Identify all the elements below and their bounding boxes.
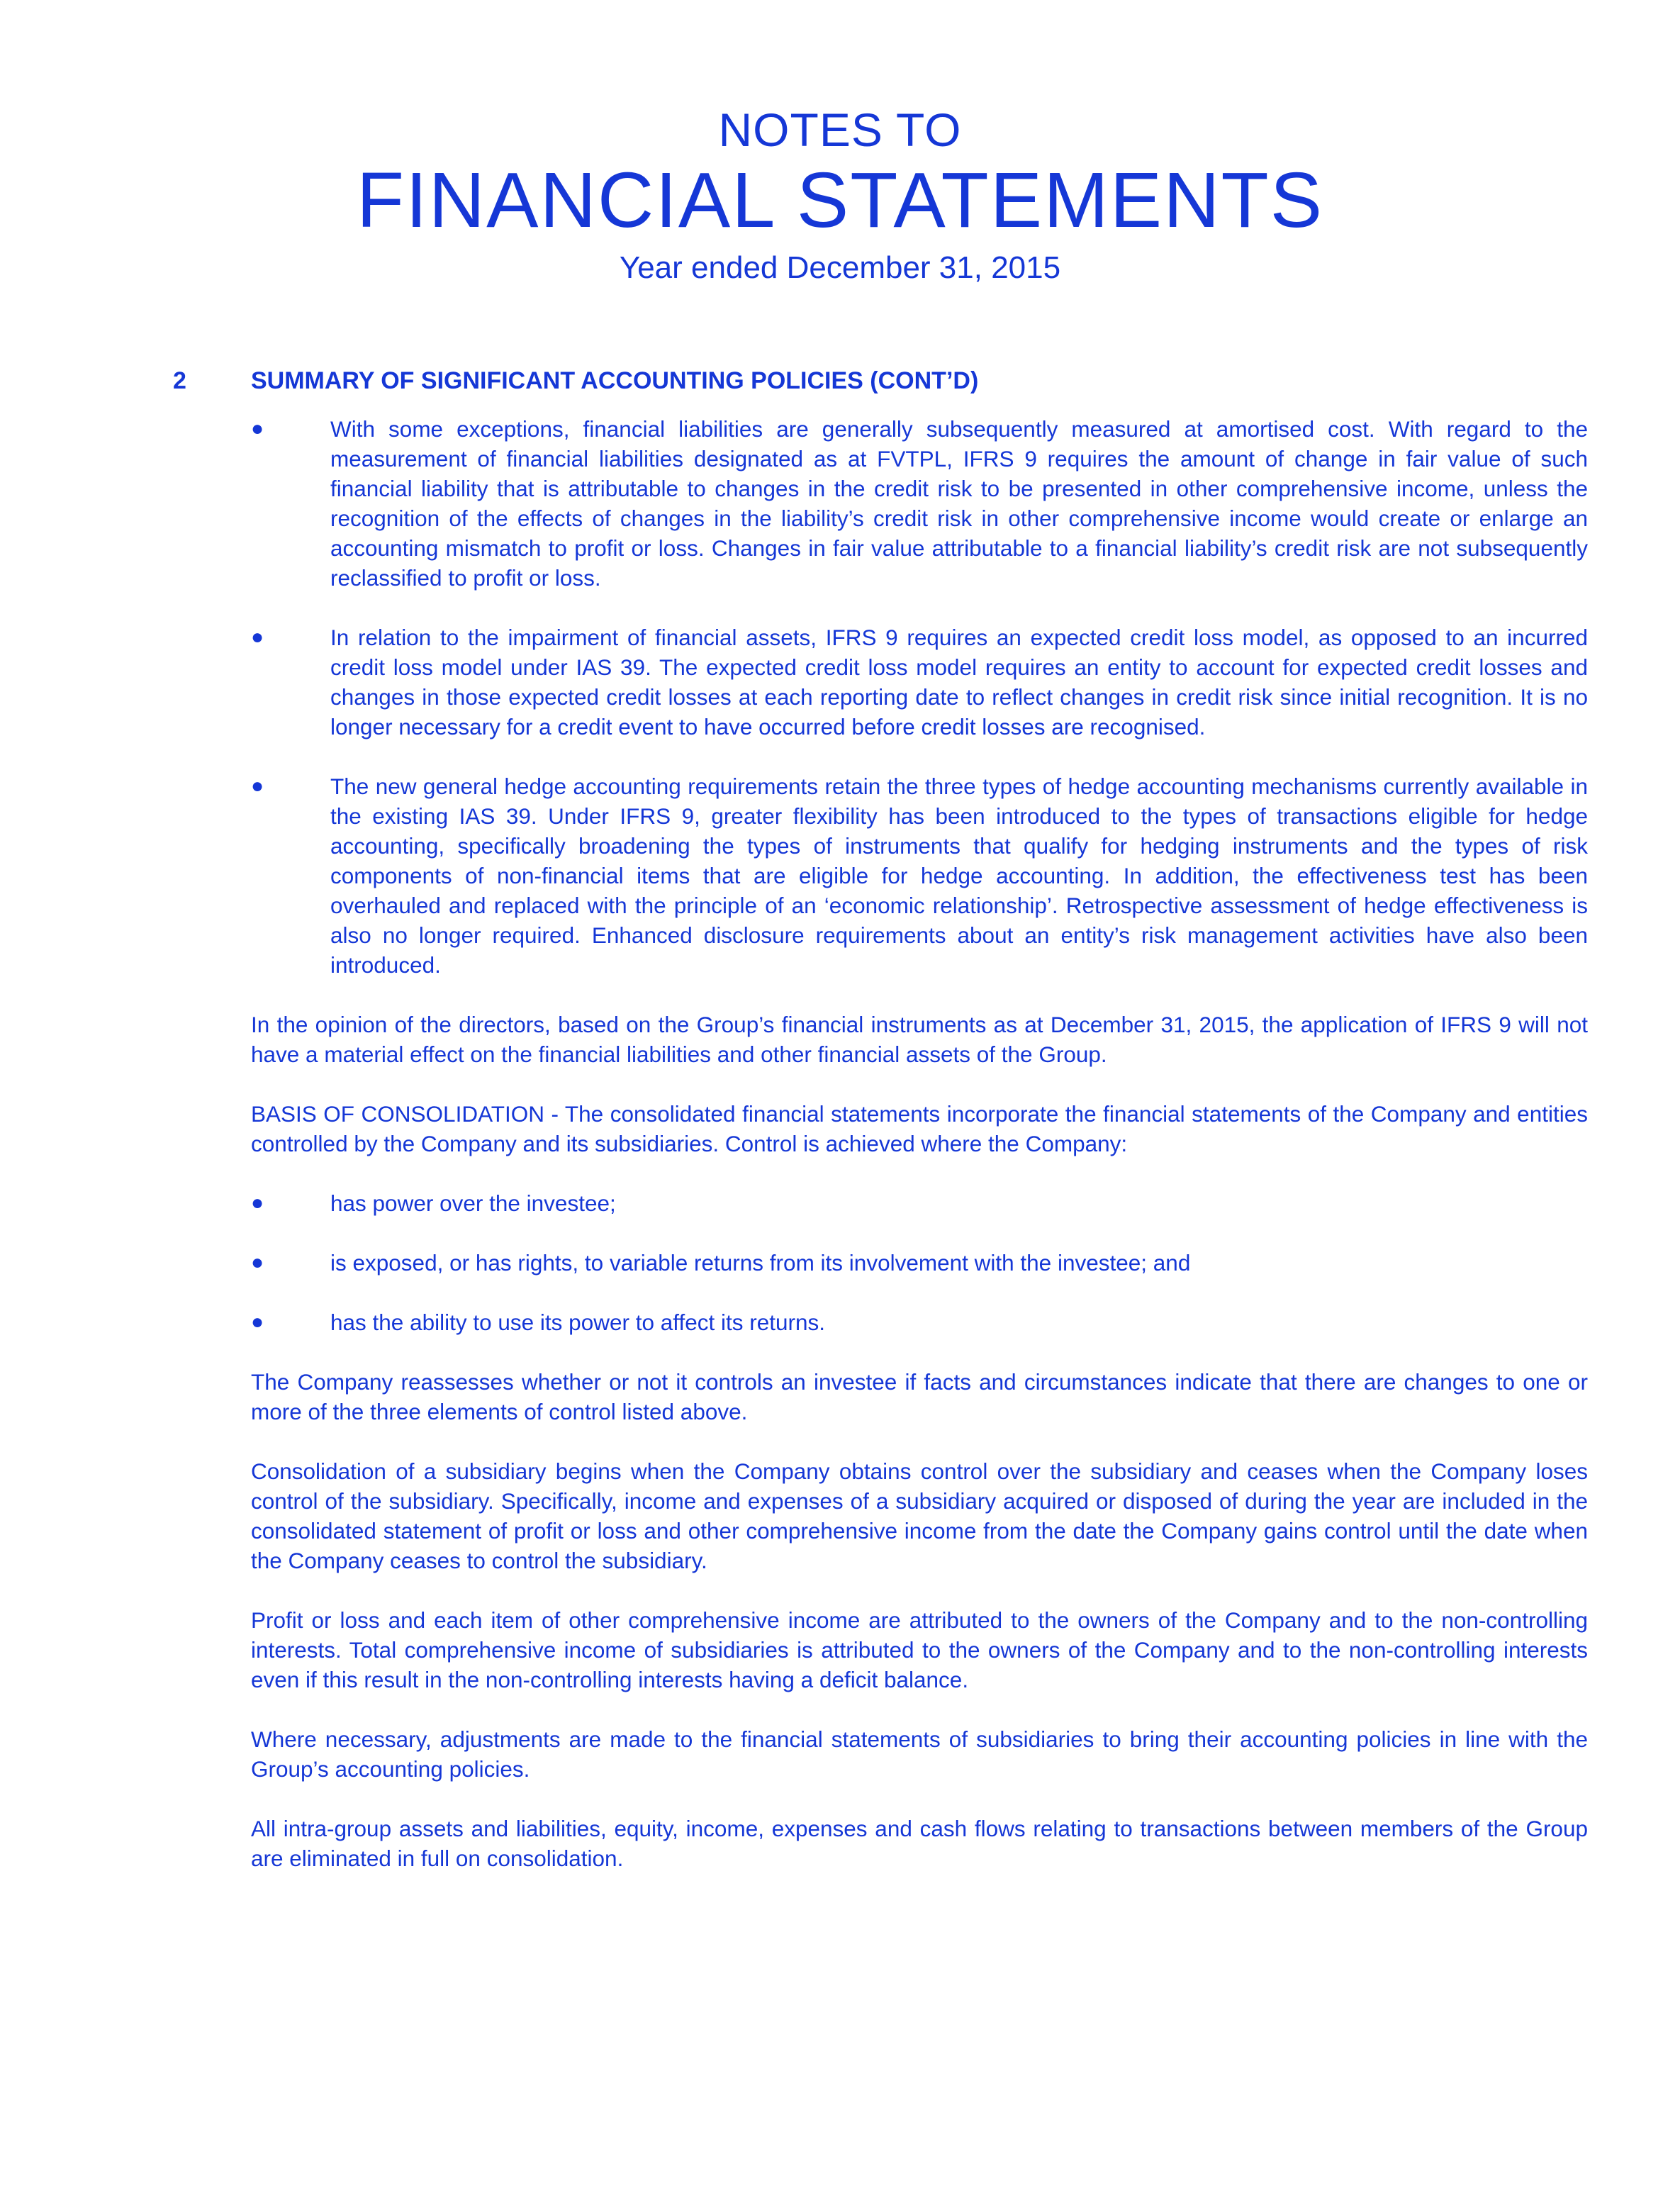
list-item	[251, 1188, 1588, 1218]
paragraph: The Company reassesses whether or not it controls an investee if facts and circumstances indicate that there are changes to one or more of the three elements of control listed above.	[251, 1369, 1588, 1424]
page-title: FINANCIAL STATEMENTS	[356, 157, 1324, 244]
bullet-icon: ●	[251, 1251, 264, 1274]
bullet-icon: ●	[251, 1191, 264, 1215]
list-item-text: has the ability to use its power to affect its returns.	[330, 1310, 826, 1335]
opinion-paragraph: In the opinion of the directors, based on the Group’s financial instruments as at December 31, 2015, the application of IFRS 9 will not have a material effect on the financial liabilities and other financial assets of the Group.	[251, 1012, 1588, 1067]
header-notes-to: NOTES TO	[718, 104, 962, 156]
list-item	[251, 1307, 1588, 1337]
list-item	[251, 414, 1588, 593]
paragraph: All intra-group assets and liabilities, equity, income, expenses and cash flows relating to transactions between members of the Group are eliminated in full on consolidation.	[251, 1816, 1588, 1871]
paragraph: Consolidation of a subsidiary begins when the Company obtains control over the subsidiary and ceases when the Company loses control of the subsidiary. Specifically, income and expenses of a subsidiary acquired or disposed of during the year are included in the consolidated statement of profit or loss and other comprehensive income from the date the Company gains control until the date when the Company ceases to control the subsidiary.	[251, 1458, 1588, 1573]
section-number: 2	[173, 367, 186, 394]
bullet-icon: ●	[251, 774, 264, 798]
section-heading	[173, 366, 1588, 396]
period-subtitle: Year ended December 31, 2015	[619, 250, 1061, 285]
bullet-icon: ●	[251, 625, 264, 649]
list-item	[251, 623, 1588, 742]
document-body	[173, 366, 1588, 1903]
list-item-text: In relation to the impairment of financial assets, IFRS 9 requires an expected credit loss model, as opposed to an incurred credit loss model under IAS 39. The expected credit loss model requires an entity to account for expected credit losses and changes in those expected credit losses at each reporting date to reflect changes in credit risk since initial recognition. It is no longer necessary for a credit event to have occurred before credit losses are recognised.	[330, 625, 1588, 739]
bullet-icon: ●	[251, 1310, 264, 1334]
list-item-text: With some exceptions, financial liabilities are generally subsequently measured at amortised cost. With regard to the measurement of financial liabilities designated as at FVTPL, IFRS 9 requires the amount of change in fair value of such financial liability that is attributable to changes in the credit risk to be presented in other comprehensive income, unless the recognition of the effects of changes in the liability’s credit risk in other comprehensive income would create or enlarge an accounting mismatch to profit or loss. Changes in fair value attributable to a financial liability’s credit risk are not subsequently reclassified to profit or loss.	[330, 416, 1588, 591]
list-item	[251, 1248, 1588, 1278]
bullet-icon: ●	[251, 417, 264, 440]
paragraph: Where necessary, adjustments are made to the financial statements of subsidiaries to bring their accounting policies in line with the Group’s accounting policies.	[251, 1726, 1588, 1782]
section-content	[251, 414, 1588, 1873]
paragraph: Profit or loss and each item of other comprehensive income are attributed to the owners of the Company and to the non-controlling interests. Total comprehensive income of subsidiaries is attributed to the owners of the Company and to the non-controlling interests even if this result in the non-controlling interests having a deficit balance.	[251, 1607, 1588, 1692]
list-item-text: has power over the investee;	[330, 1190, 616, 1216]
page-header	[0, 106, 1680, 284]
list-item	[251, 771, 1588, 980]
section-title: SUMMARY OF SIGNIFICANT ACCOUNTING POLICIES (CONT’D)	[251, 367, 979, 394]
list-item-text: The new general hedge accounting requirements retain the three types of hedge accounting mechanisms currently available in the existing IAS 39. Under IFRS 9, greater flexibility has been introduced to the types of transactions eligible for hedge accounting, specifically broadening the types of instruments that qualify for hedging instruments and the types of risk components of non-financial items that are eligible for hedge accounting. In addition, the effectiveness test has been overhauled and replaced with the principle of an ‘economic relationship’. Retrospective assessment of hedge effectiveness is also no longer required. Enhanced disclosure requirements about an entity’s risk management activities have also been introduced.	[330, 774, 1588, 978]
list-item-text: is exposed, or has rights, to variable returns from its involvement with the investee; and	[330, 1250, 1191, 1276]
consolidation-intro-paragraph: BASIS OF CONSOLIDATION - The consolidated financial statements incorporate the financial statements of the Company and entities controlled by the Company and its subsidiaries. Control is achieved where the Company:	[251, 1101, 1588, 1156]
